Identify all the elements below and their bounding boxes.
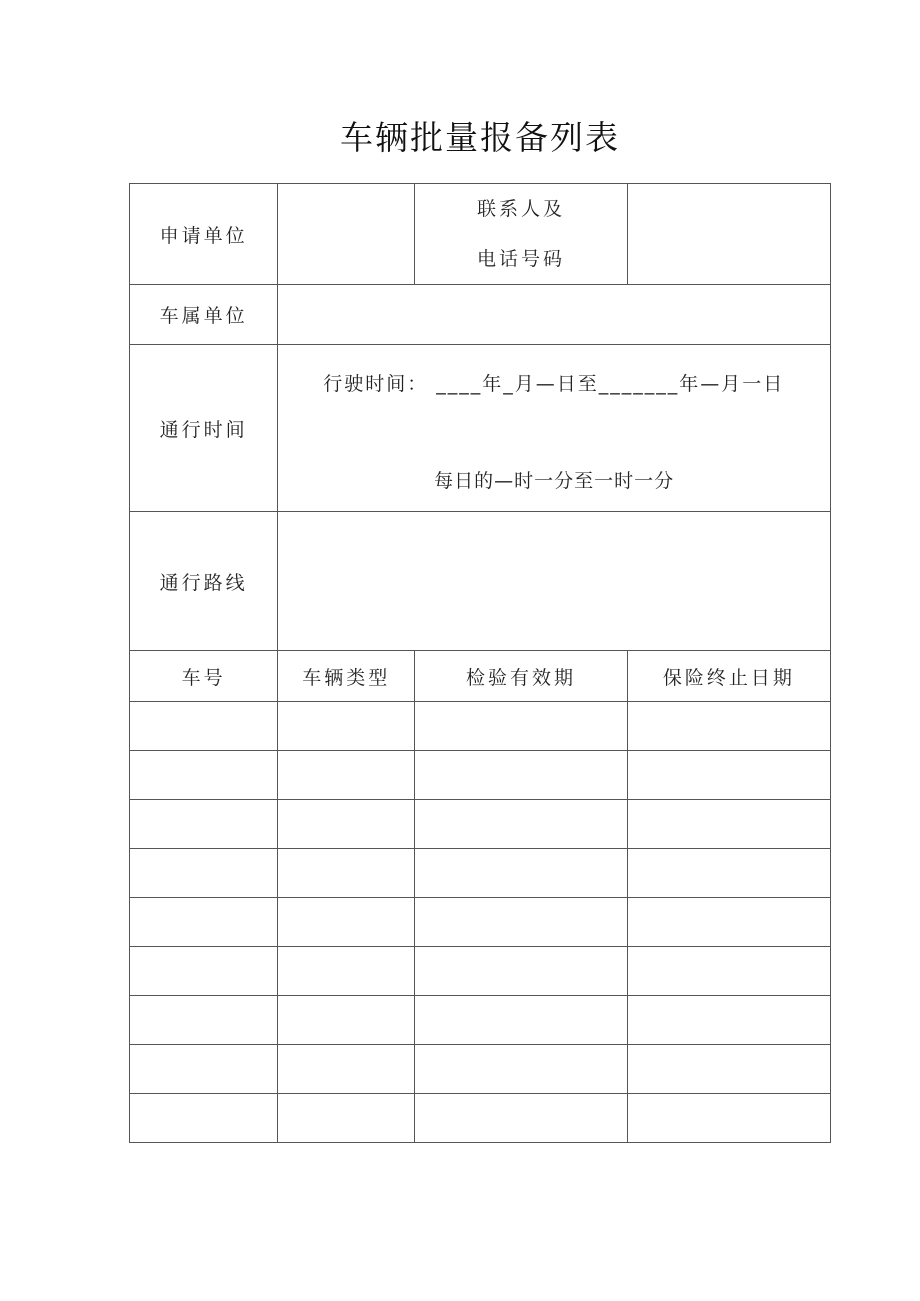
table-row — [130, 947, 831, 996]
applicant-row — [130, 184, 831, 285]
table-row — [130, 1094, 831, 1143]
applicant-unit-label: 申请单位 — [130, 184, 278, 285]
column-header-insurance-end-date: 保险终止日期 — [627, 651, 830, 702]
applicant-unit-field[interactable] — [278, 184, 415, 285]
plate-cell[interactable] — [130, 800, 278, 849]
vehicle-type-cell[interactable] — [278, 702, 415, 751]
vehicle-owner-row — [130, 285, 831, 345]
contact-label-line1: 联系人及 — [477, 198, 566, 220]
vehicle-table-header — [130, 651, 831, 702]
column-header-inspection-validity: 检验有效期 — [415, 651, 627, 702]
vehicle-owner-field[interactable] — [278, 285, 831, 345]
table-row — [130, 751, 831, 800]
table-row — [130, 702, 831, 751]
route-label: 通行路线 — [130, 512, 278, 651]
contact-label-line2: 电话号码 — [477, 248, 566, 270]
vehicle-type-cell[interactable] — [278, 751, 415, 800]
insurance-end-date-cell[interactable] — [627, 898, 830, 947]
driving-period-text: 行驶时间： ____年_月—日至_______年—月一日 — [323, 373, 785, 395]
insurance-end-date-cell[interactable] — [627, 996, 830, 1045]
plate-cell[interactable] — [130, 1094, 278, 1143]
inspection-validity-cell[interactable] — [415, 898, 627, 947]
vehicle-type-cell[interactable] — [278, 800, 415, 849]
inspection-validity-cell[interactable] — [415, 702, 627, 751]
inspection-validity-cell[interactable] — [415, 751, 627, 800]
insurance-end-date-cell[interactable] — [627, 702, 830, 751]
plate-cell[interactable] — [130, 702, 278, 751]
insurance-end-date-cell[interactable] — [627, 947, 830, 996]
plate-cell[interactable] — [130, 898, 278, 947]
plate-cell[interactable] — [130, 947, 278, 996]
route-field[interactable] — [278, 512, 831, 651]
insurance-end-date-cell[interactable] — [627, 751, 830, 800]
inspection-validity-cell[interactable] — [415, 947, 627, 996]
table-row — [130, 849, 831, 898]
inspection-validity-cell[interactable] — [415, 849, 627, 898]
pass-time-row — [130, 345, 831, 512]
inspection-validity-cell[interactable] — [415, 1045, 627, 1094]
table-row — [130, 898, 831, 947]
table-row — [130, 996, 831, 1045]
plate-cell[interactable] — [130, 849, 278, 898]
vehicle-type-cell[interactable] — [278, 947, 415, 996]
vehicle-report-form — [129, 183, 831, 1143]
page-title: 车辆批量报备列表 — [340, 118, 620, 157]
daily-time-text: 每日的—时一分至一时一分 — [434, 470, 675, 492]
insurance-end-date-cell[interactable] — [627, 1094, 830, 1143]
column-header-plate: 车号 — [130, 651, 278, 702]
table-row — [130, 1045, 831, 1094]
insurance-end-date-cell[interactable] — [627, 800, 830, 849]
inspection-validity-cell[interactable] — [415, 996, 627, 1045]
insurance-end-date-cell[interactable] — [627, 849, 830, 898]
vehicle-type-cell[interactable] — [278, 1045, 415, 1094]
plate-cell[interactable] — [130, 1045, 278, 1094]
route-row — [130, 512, 831, 651]
insurance-end-date-cell[interactable] — [627, 1045, 830, 1094]
table-row — [130, 800, 831, 849]
vehicle-type-cell[interactable] — [278, 849, 415, 898]
contact-field[interactable] — [627, 184, 830, 285]
pass-time-field[interactable] — [278, 345, 831, 512]
column-header-vehicle-type: 车辆类型 — [278, 651, 415, 702]
inspection-validity-cell[interactable] — [415, 800, 627, 849]
plate-cell[interactable] — [130, 996, 278, 1045]
vehicle-type-cell[interactable] — [278, 898, 415, 947]
contact-label — [415, 184, 627, 285]
vehicle-type-cell[interactable] — [278, 1094, 415, 1143]
pass-time-label: 通行时间 — [130, 345, 278, 512]
inspection-validity-cell[interactable] — [415, 1094, 627, 1143]
vehicle-type-cell[interactable] — [278, 996, 415, 1045]
plate-cell[interactable] — [130, 751, 278, 800]
vehicle-owner-label: 车属单位 — [130, 285, 278, 345]
